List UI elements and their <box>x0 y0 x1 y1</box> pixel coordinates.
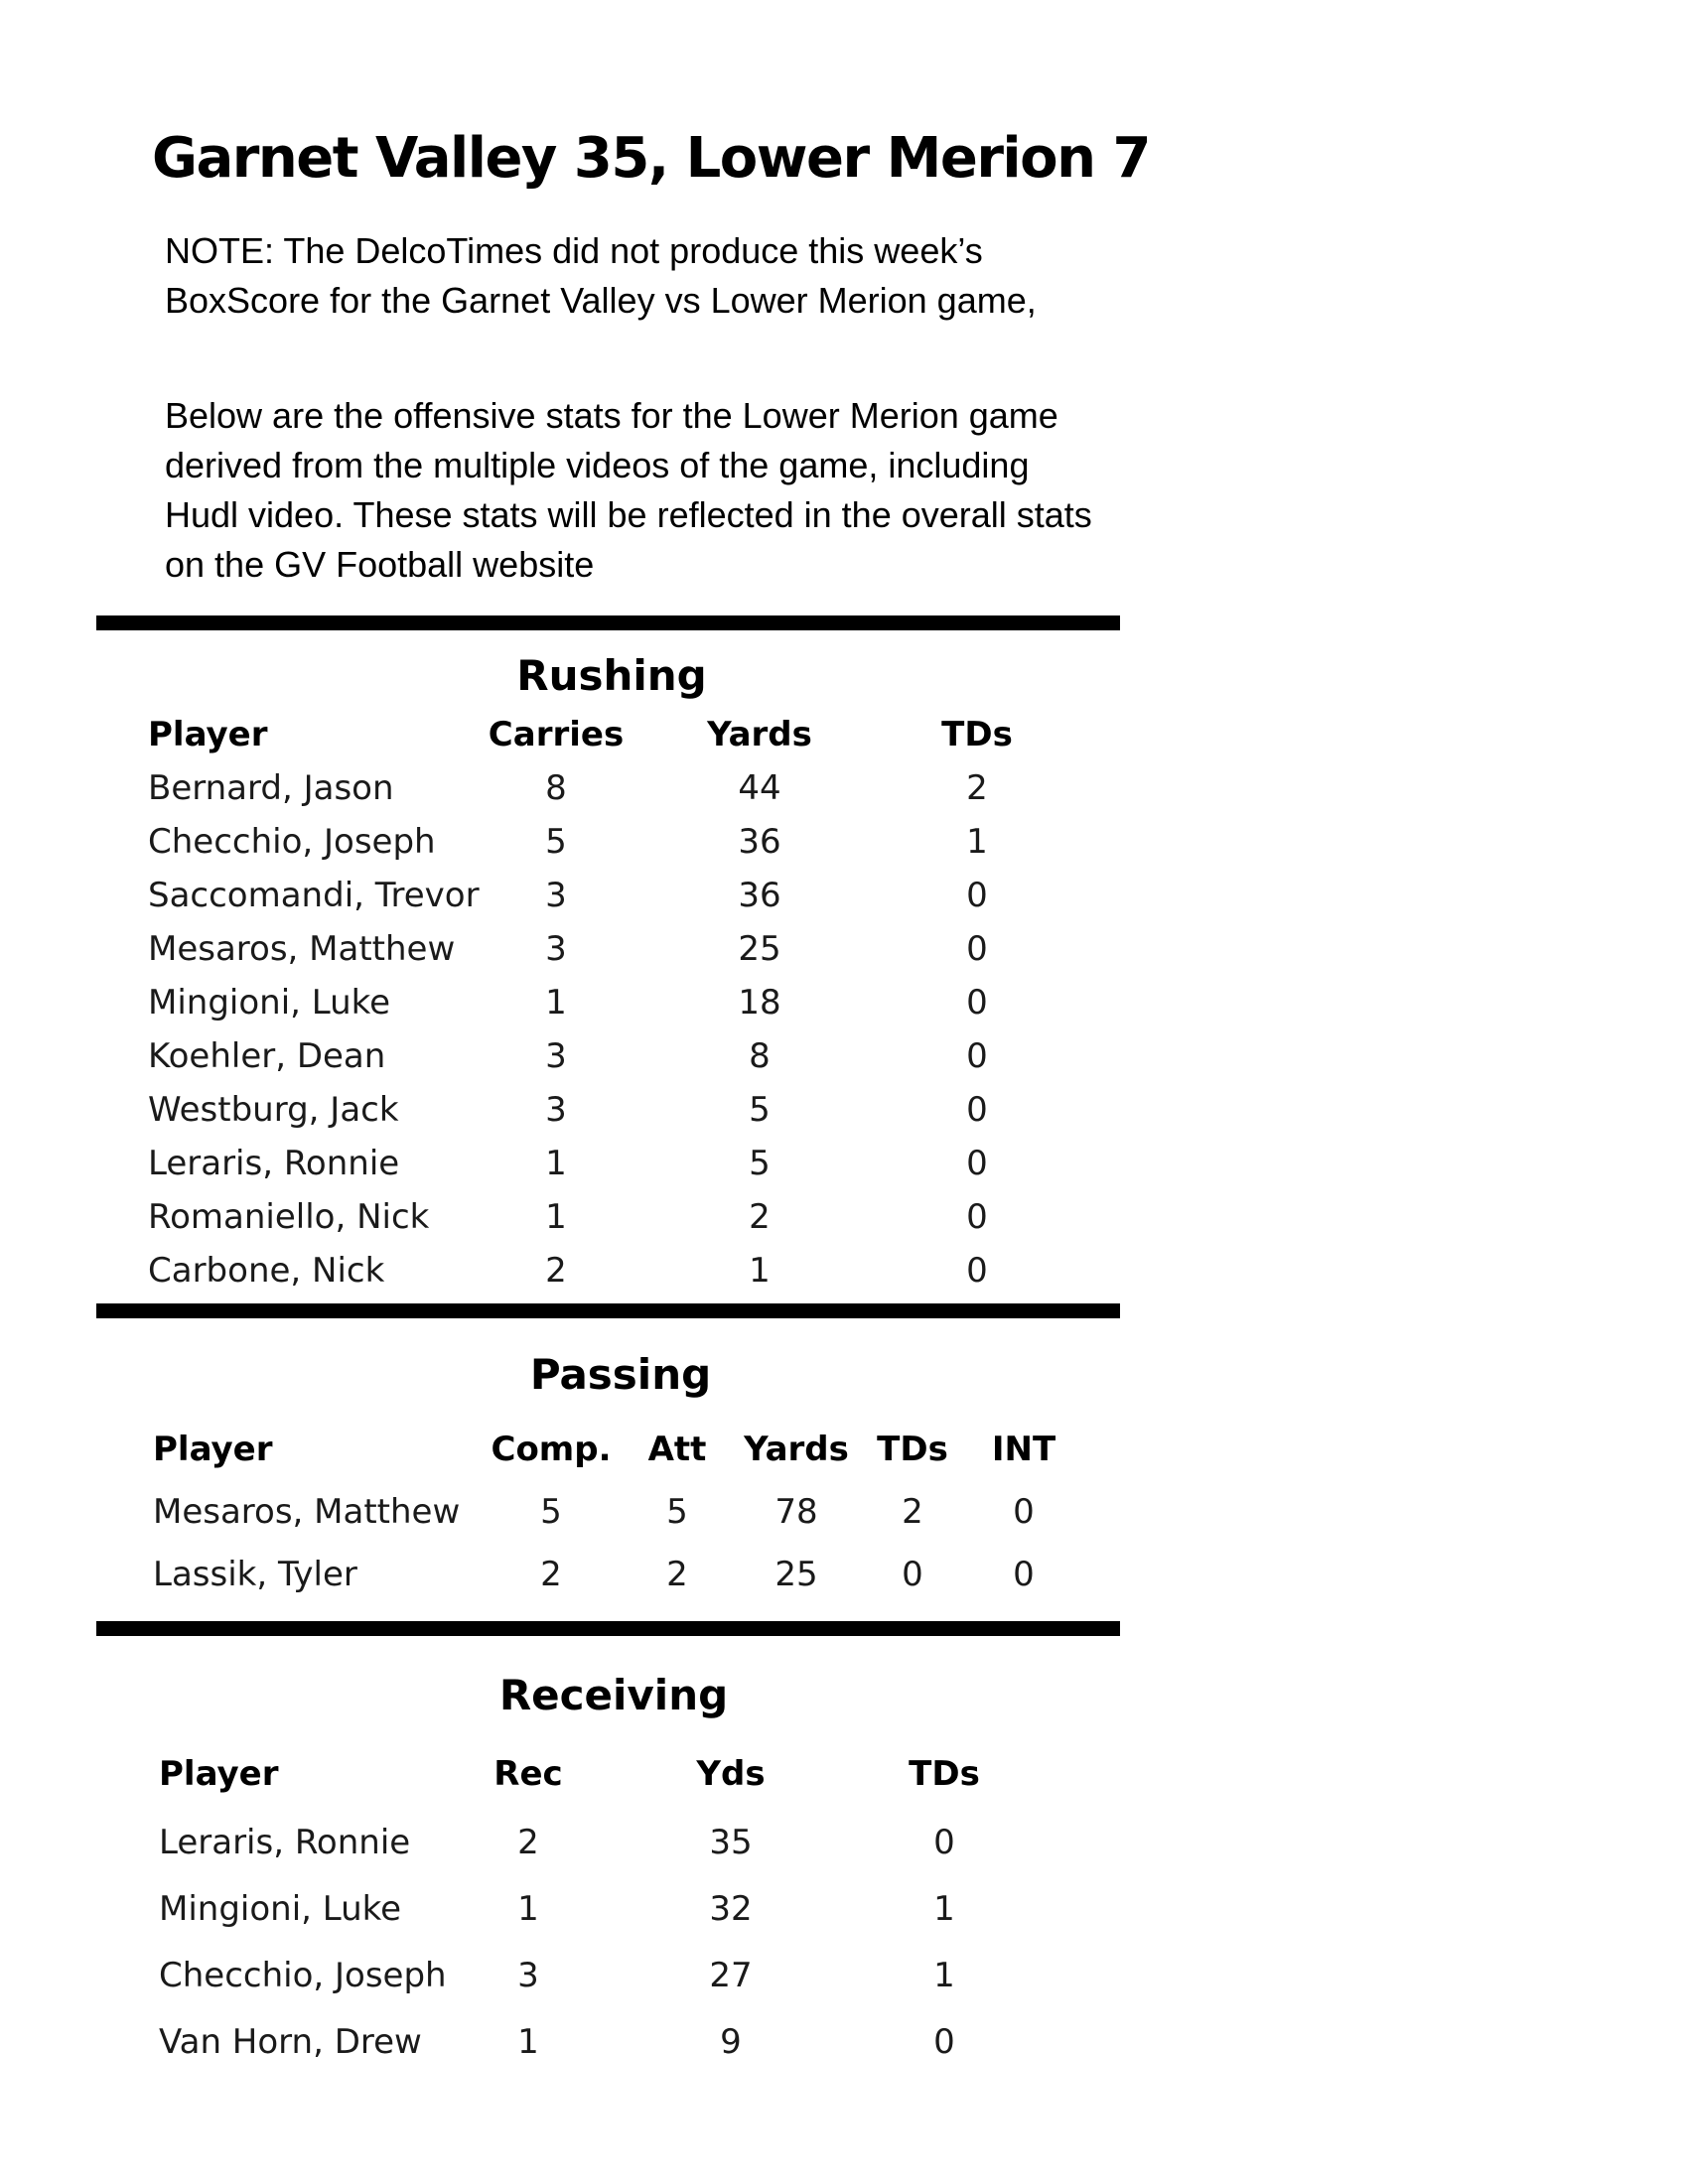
stat-cell: 0 <box>1013 1491 1035 1532</box>
player-name-cell: Westburg, Jack <box>148 1090 399 1130</box>
player-name-cell: Leraris, Ronnie <box>159 1822 411 1862</box>
stat-cell: 0 <box>1013 1554 1035 1594</box>
stat-cell: 44 <box>738 768 781 808</box>
stat-cell: 2 <box>902 1491 923 1532</box>
table-row <box>148 1083 1063 1137</box>
stat-cell: 3 <box>545 929 567 969</box>
section-divider <box>96 615 1120 630</box>
note-paragraph: NOTE: The DelcoTimes did not produce this week’s BoxScore for the Garnet Valley vs Lower Merion game, <box>165 230 1037 321</box>
column-header: Comp. <box>491 1429 612 1469</box>
stat-cell: 1 <box>933 1955 955 1995</box>
stat-cell: 2 <box>517 1822 539 1862</box>
table-row <box>148 922 1063 976</box>
player-name-cell: Checchio, Joseph <box>159 1955 447 1995</box>
stat-cell: 36 <box>738 876 781 915</box>
stat-cell: 3 <box>545 1036 567 1076</box>
table-row <box>153 1480 1086 1543</box>
stat-cell: 5 <box>540 1491 562 1532</box>
table-header-row <box>159 1739 1021 1809</box>
receiving-table <box>159 1739 1021 2075</box>
stat-cell: 2 <box>540 1554 562 1594</box>
stat-cell: 78 <box>774 1491 818 1532</box>
stat-cell: 8 <box>749 1036 771 1076</box>
stat-cell: 25 <box>774 1554 818 1594</box>
stat-cell: 0 <box>966 1090 988 1130</box>
player-name-cell: Carbone, Nick <box>148 1251 385 1291</box>
player-name-cell: Checchio, Joseph <box>148 822 436 862</box>
table-row <box>148 1190 1063 1244</box>
stat-cell: 1 <box>545 1197 567 1237</box>
stat-cell: 5 <box>749 1144 771 1183</box>
column-header: Carries <box>488 715 625 754</box>
player-name-cell: Mingioni, Luke <box>148 983 391 1023</box>
note-paragraph: Below are the offensive stats for the Lower Merion game derived from the multiple videos of the game, including Hudl video. These stats will be reflected in the overall stats on the GV Football website <box>165 395 1092 585</box>
stat-cell: 3 <box>545 876 567 915</box>
stat-cell: 3 <box>517 1955 539 1995</box>
table-row <box>159 2008 1021 2075</box>
player-name-cell: Leraris, Ronnie <box>148 1144 400 1183</box>
stat-cell: 2 <box>749 1197 771 1237</box>
column-header: Att <box>647 1429 707 1469</box>
player-name-cell: Koehler, Dean <box>148 1036 386 1076</box>
player-name-cell: Mesaros, Matthew <box>153 1491 461 1532</box>
stat-cell: 0 <box>966 983 988 1023</box>
column-header: Player <box>159 1754 279 1794</box>
stat-cell: 27 <box>709 1955 753 1995</box>
player-name-cell: Bernard, Jason <box>148 768 394 808</box>
table-header-row <box>153 1418 1086 1480</box>
section-divider <box>96 1621 1120 1636</box>
stat-cell: 25 <box>738 929 781 969</box>
column-header: Rec <box>493 1754 563 1794</box>
player-name-cell: Mingioni, Luke <box>159 1888 402 1929</box>
table-row <box>148 761 1063 815</box>
stat-cell: 1 <box>517 1888 539 1929</box>
column-header: INT <box>991 1429 1056 1469</box>
player-name-cell: Van Horn, Drew <box>159 2021 422 2062</box>
stat-cell: 0 <box>966 929 988 969</box>
table-row <box>148 1029 1063 1083</box>
stat-cell: 3 <box>545 1090 567 1130</box>
rushing-rows <box>148 761 1063 1297</box>
player-name-cell: Romaniello, Nick <box>148 1197 430 1237</box>
column-header: Yards <box>707 715 812 754</box>
table-row <box>159 1875 1021 1942</box>
page-title: Garnet Valley 35, Lower Merion 7 <box>152 126 1150 191</box>
receiving-rows <box>159 1809 1021 2075</box>
player-name-cell: Mesaros, Matthew <box>148 929 456 969</box>
table-row <box>148 869 1063 922</box>
stat-cell: 1 <box>545 1144 567 1183</box>
stat-cell: 18 <box>738 983 781 1023</box>
column-header: Yards <box>744 1429 849 1469</box>
column-header: Player <box>153 1429 273 1469</box>
stat-cell: 35 <box>709 1822 753 1862</box>
receiving-section-title: Receiving <box>498 1671 729 1719</box>
stat-cell: 2 <box>545 1251 567 1291</box>
passing-rows <box>153 1480 1086 1605</box>
table-row <box>159 1942 1021 2008</box>
stat-cell: 1 <box>517 2021 539 2062</box>
stat-cell: 0 <box>966 876 988 915</box>
stat-cell: 5 <box>749 1090 771 1130</box>
stat-cell: 0 <box>966 1251 988 1291</box>
stat-cell: 1 <box>545 983 567 1023</box>
stat-cell: 1 <box>966 822 988 862</box>
stat-cell: 2 <box>966 768 988 808</box>
column-header: TDs <box>941 715 1013 754</box>
player-name-cell: Saccomandi, Trevor <box>148 876 480 915</box>
stat-cell: 0 <box>933 1822 955 1862</box>
table-header-row <box>148 708 1063 761</box>
column-header: Player <box>148 715 268 754</box>
column-header: Yds <box>696 1754 766 1794</box>
column-header: TDs <box>877 1429 948 1469</box>
table-row <box>153 1543 1086 1605</box>
table-row <box>148 1137 1063 1190</box>
table-row <box>148 1244 1063 1297</box>
stat-cell: 0 <box>902 1554 923 1594</box>
table-row <box>148 976 1063 1029</box>
stat-cell: 36 <box>738 822 781 862</box>
stat-cell: 5 <box>545 822 567 862</box>
table-row <box>159 1809 1021 1875</box>
section-divider <box>96 1303 1120 1318</box>
stat-cell: 0 <box>966 1036 988 1076</box>
stat-cell: 0 <box>966 1197 988 1237</box>
table-row <box>148 815 1063 869</box>
rushing-table <box>148 708 1063 1297</box>
stat-cell: 8 <box>545 768 567 808</box>
stat-cell: 1 <box>933 1888 955 1929</box>
column-header: TDs <box>909 1754 980 1794</box>
rushing-section-title: Rushing <box>516 651 707 700</box>
passing-table <box>153 1418 1086 1605</box>
stat-cell: 0 <box>933 2021 955 2062</box>
player-name-cell: Lassik, Tyler <box>153 1554 357 1594</box>
stat-cell: 32 <box>709 1888 753 1929</box>
stat-cell: 9 <box>720 2021 742 2062</box>
stat-cell: 1 <box>749 1251 771 1291</box>
stat-cell: 0 <box>966 1144 988 1183</box>
stat-cell: 5 <box>666 1491 688 1532</box>
passing-section-title: Passing <box>529 1350 712 1399</box>
stat-cell: 2 <box>666 1554 688 1594</box>
